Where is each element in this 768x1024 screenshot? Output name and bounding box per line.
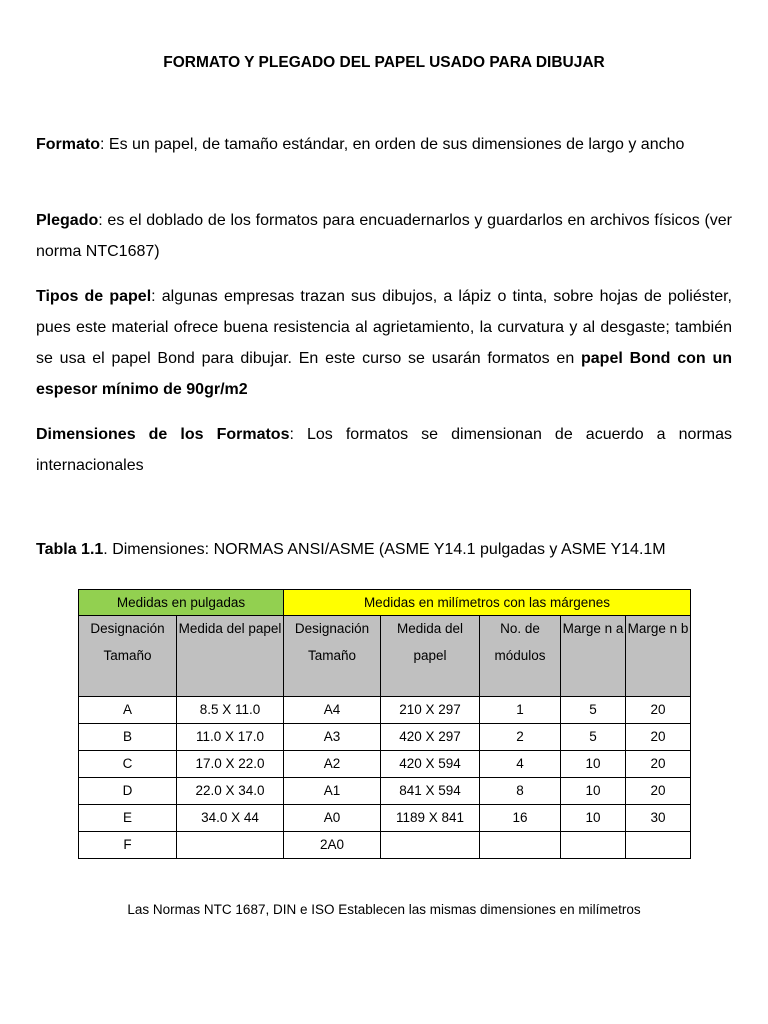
- table-cell: A1: [284, 778, 381, 805]
- table-cell: [626, 832, 691, 859]
- table-caption: [36, 541, 756, 559]
- table-row: [79, 751, 691, 778]
- table-cell: 22.0 X 34.0: [177, 778, 284, 805]
- group-header-inches: Medidas en pulgadas: [79, 590, 284, 616]
- table-caption-text: . Dimensiones: NORMAS ANSI/ASME (ASME Y14.1 pulgadas y ASME Y14.1M: [103, 541, 666, 558]
- table-cell: 420 X 594: [381, 751, 480, 778]
- table-cell: 20: [626, 778, 691, 805]
- column-header: Designación Tamaño: [79, 616, 177, 697]
- paragraph-tipos-de-papel: [36, 281, 732, 405]
- table-cell: 8.5 X 11.0: [177, 697, 284, 724]
- table-cell: 8: [480, 778, 561, 805]
- table-cell: 10: [561, 778, 626, 805]
- table-cell: A3: [284, 724, 381, 751]
- table-cell: A0: [284, 805, 381, 832]
- table-row: [79, 697, 691, 724]
- footer-note: Las Normas NTC 1687, DIN e ISO Establecen las mismas dimensiones en milímetros: [127, 902, 641, 917]
- column-header: Marge n a: [561, 616, 626, 697]
- table-row: [79, 832, 691, 859]
- dimensions-table: [78, 589, 691, 859]
- table-cell: 10: [561, 805, 626, 832]
- table-cell: 10: [561, 751, 626, 778]
- table-caption-label: Tabla 1.1: [36, 541, 104, 558]
- paragraph-dimensiones: [36, 419, 732, 481]
- table-cell: 2: [480, 724, 561, 751]
- paragraph-plegado: [36, 205, 732, 267]
- table-cell: E: [79, 805, 177, 832]
- group-header-mm: Medidas en milímetros con las márgenes: [284, 590, 691, 616]
- table-cell: 20: [626, 724, 691, 751]
- term-tipos-de-papel: Tipos de papel: [36, 288, 152, 305]
- text-tipos-bold-tail: papel Bond con un espesor mínimo de 90gr/m2: [36, 350, 732, 398]
- table-cell: 20: [626, 697, 691, 724]
- table-cell: 17.0 X 22.0: [177, 751, 284, 778]
- paragraph-formato: [36, 129, 732, 160]
- table-cell: 4: [480, 751, 561, 778]
- table-row: [79, 724, 691, 751]
- column-header: Marge n b: [626, 616, 691, 697]
- table-cell: 5: [561, 724, 626, 751]
- page-title: FORMATO Y PLEGADO DEL PAPEL USADO PARA DIBUJAR: [163, 54, 605, 71]
- table-cell: A4: [284, 697, 381, 724]
- term-formato: Formato: [36, 136, 100, 153]
- table-cell: [480, 832, 561, 859]
- table-cell: 210 X 297: [381, 697, 480, 724]
- table-cell: 11.0 X 17.0: [177, 724, 284, 751]
- column-header: No. de módulos: [480, 616, 561, 697]
- table-cell: A: [79, 697, 177, 724]
- table-cell: [561, 832, 626, 859]
- table-cell: A2: [284, 751, 381, 778]
- table-cell: 16: [480, 805, 561, 832]
- table-cell: [381, 832, 480, 859]
- column-header: Designación Tamaño: [284, 616, 381, 697]
- table-cell: 34.0 X 44: [177, 805, 284, 832]
- text-tipos-de-papel: : algunas empresas trazan sus dibujos, a lápiz o tinta, sobre hojas de poliéster, pues este material ofrece buena resistencia al agrietamiento, la curvatura y al desgaste; también se usa el papel Bond para dibujar. En este curso se usarán formatos en: [36, 288, 732, 367]
- text-plegado: : es el doblado de los formatos para encuadernarlos y guardarlos en archivos físicos (ver norma NTC1687): [36, 212, 732, 260]
- table-cell: 841 X 594: [381, 778, 480, 805]
- table-cell: [177, 832, 284, 859]
- table-row: [79, 805, 691, 832]
- term-dimensiones: Dimensiones de los Formatos: [36, 426, 290, 443]
- table-row: [79, 778, 691, 805]
- table-cell: 420 X 297: [381, 724, 480, 751]
- table-cell: 30: [626, 805, 691, 832]
- table-cell: D: [79, 778, 177, 805]
- text-formato: : Es un papel, de tamaño estándar, en orden de sus dimensiones de largo y ancho: [100, 136, 685, 153]
- table-cell: C: [79, 751, 177, 778]
- column-header: Medida del papel: [177, 616, 284, 697]
- table-cell: 1189 X 841: [381, 805, 480, 832]
- table-cell: F: [79, 832, 177, 859]
- term-plegado: Plegado: [36, 212, 99, 229]
- table-cell: B: [79, 724, 177, 751]
- table-cell: 5: [561, 697, 626, 724]
- text-dimensiones: : Los formatos se dimensionan de acuerdo a normas internacionales: [36, 426, 733, 474]
- table-cell: 2A0: [284, 832, 381, 859]
- table-cell: 1: [480, 697, 561, 724]
- table-cell: 20: [626, 751, 691, 778]
- column-header: Medida del papel: [381, 616, 480, 697]
